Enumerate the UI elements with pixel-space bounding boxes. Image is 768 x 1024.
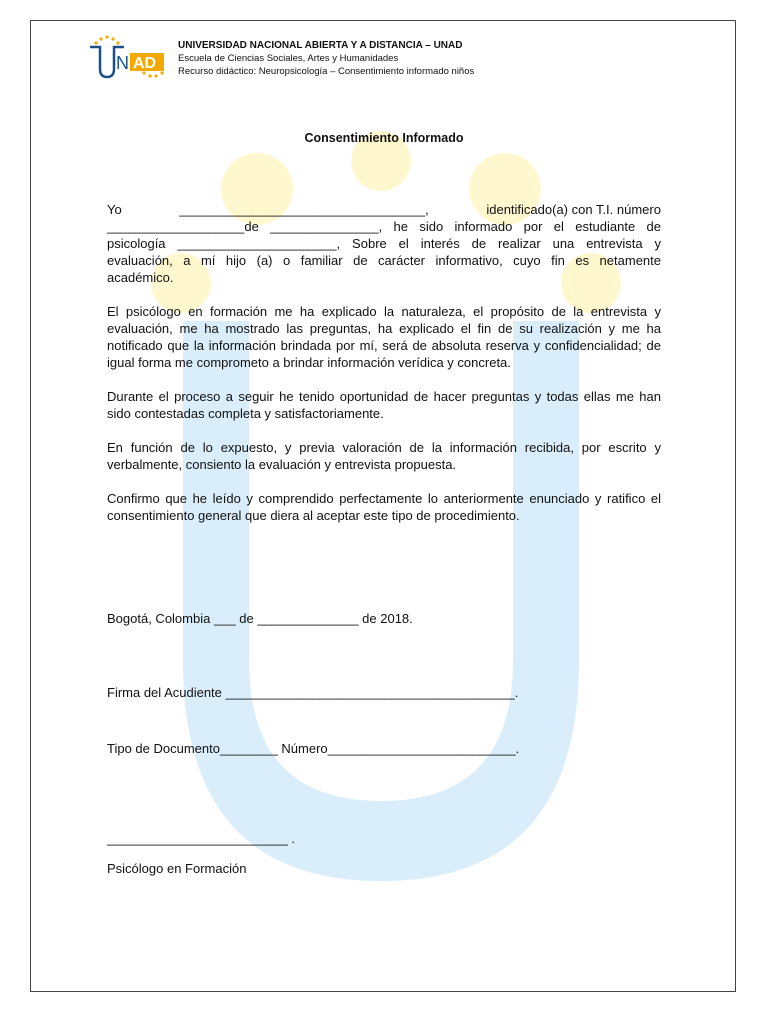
id-label: identificado(a) con T.I. número [486, 202, 661, 217]
paragraph-identification [107, 201, 661, 286]
psychologist-signature-line: _________________________ . [107, 831, 295, 846]
id-line-4: evaluación, a mí hijo (a) o familiar de carácter informativo, cuyo fin es netamente [107, 253, 661, 268]
document-page [30, 20, 736, 992]
paragraph-explanation: El psicólogo en formación me ha explicado la naturaleza, el propósito de la entrevista y evaluación, me ha mostrado las preguntas, ha explicado el fin de su realización y me ha notificado que la información brindada por mí, será de absoluta reserva y confidencialidad; de igual forma me comprometo a brindar información verídica y concreta. [107, 304, 661, 370]
document-header [178, 39, 474, 78]
unad-logo [86, 33, 176, 83]
paragraph-ratification: Confirmo que he leído y comprendido perfectamente lo anteriormente enunciado y ratifico el consentimiento general que diera al aceptar este tipo de procedimiento. [107, 491, 661, 523]
consent-body [107, 201, 661, 541]
paragraph-questions: Durante el proceso a seguir he tenido oportunidad de hacer preguntas y todas ellas me han sido contestadas completa y satisfactoriamente. [107, 389, 661, 421]
psychologist-label: Psicólogo en Formación [107, 861, 247, 876]
yo-label: Yo [107, 202, 122, 217]
university-name: UNIVERSIDAD NACIONAL ABIERTA Y A DISTANCIA – UNAD [178, 40, 463, 51]
guardian-signature-line: Firma del Acudiente ________________________________________. [107, 685, 519, 700]
school-name: Escuela de Ciencias Sociales, Artes y Humanidades [178, 53, 399, 64]
date-line: Bogotá, Colombia ___ de ______________ de 2018. [107, 611, 413, 626]
resource-name: Recurso didáctico: Neuropsicología – Consentimiento informado niños [178, 66, 475, 77]
id-line-2: ___________________de _______________, he sido informado por el estudiante de [107, 219, 661, 234]
document-type-line: Tipo de Documento________ Número__________________________. [107, 741, 520, 756]
svg-text:AD: AD [133, 55, 157, 72]
id-line-3: psicología ______________________, Sobre el interés de realizar una entrevista y [107, 236, 661, 251]
logo-text-n: N [116, 53, 129, 73]
document-title: Consentimiento Informado [304, 131, 464, 145]
name-blank: __________________________________, [179, 202, 429, 217]
id-line-5: académico. [107, 270, 174, 285]
paragraph-consent: En función de lo expuesto, y previa valoración de la información recibida, por escrito y verbalmente, consiento la evaluación y entrevista propuesta. [107, 440, 661, 472]
